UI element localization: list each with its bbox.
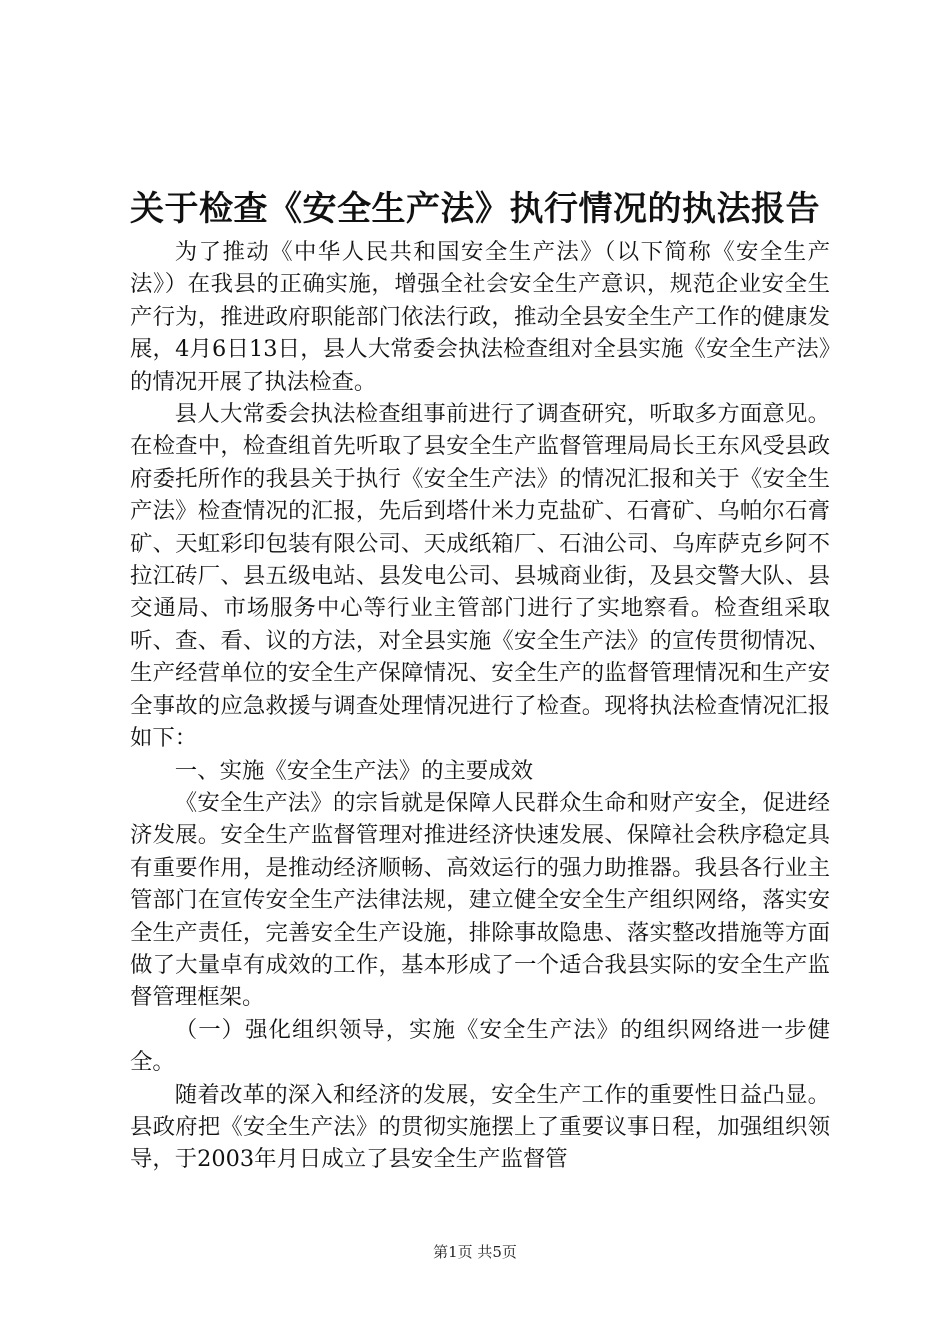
- document-title: 关于检查《安全生产法》执行情况的执法报告: [130, 189, 820, 229]
- document-body: [130, 236, 830, 1176]
- subsection-heading-organization: （一）强化组织领导，实施《安全生产法》的组织网络进一步健全。: [130, 1016, 830, 1076]
- section-heading-main-results: 一、实施《安全生产法》的主要成效: [174, 757, 534, 784]
- page-footer: 第1页 共5页: [433, 1243, 517, 1261]
- paragraph-main-results: 《安全生产法》的宗旨就是保障人民群众生命和财产安全，促进经济发展。安全生产监督管理对推进经济快速发展、保障社会秩序稳定具有重要作用，是推动经济顺畅、高效运行的强力助推器。我县各行业主管部门在宣传安全生产法律法规，建立健全安全生产组织网络，落实安全生产责任，完善安全生产设施，排除事故隐患、落实整改措施等方面做了大量卓有成效的工作，基本形成了一个适合我县实际的安全生产监督管理框架。: [130, 789, 830, 1011]
- paragraph-organization: 随着改革的深入和经济的发展，安全生产工作的重要性日益凸显。县政府把《安全生产法》的贯彻实施摆上了重要议事日程，加强组织领导，于2003年月日成立了县安全生产监督管: [130, 1081, 830, 1173]
- paragraph-intro: 为了推动《中华人民共和国安全生产法》（以下简称《安全生产法》）在我县的正确实施，增强全社会安全生产意识，规范企业安全生产行为，推进政府职能部门依法行政，推动全县安全生产工作的健康发展，4月6日13日，县人大常委会执法检查组对全县实施《安全生产法》的情况开展了执法检查。: [130, 239, 830, 395]
- paragraph-inspection-process: 县人大常委会执法检查组事前进行了调查研究，听取多方面意见。在检查中，检查组首先听取了县安全生产监督管理局局长王东风受县政府委托所作的我县关于执行《安全生产法》的情况汇报和关于《安全生产法》检查情况的汇报，先后到塔什米力克盐矿、石膏矿、乌帕尔石膏矿、天虹彩印包装有限公司、天成纸箱厂、石油公司、乌库萨克乡阿不拉江砖厂、县五级电站、县发电公司、县城商业街，及县交警大队、县交通局、市场服务中心等行业主管部门进行了实地察看。检查组采取听、查、看、议的方法，对全县实施《安全生产法》的宣传贯彻情况、生产经营单位的安全生产保障情况、安全生产的监督管理情况和生产安全事故的应急救援与调查处理情况进行了检查。现将执法检查情况汇报如下：: [130, 401, 830, 752]
